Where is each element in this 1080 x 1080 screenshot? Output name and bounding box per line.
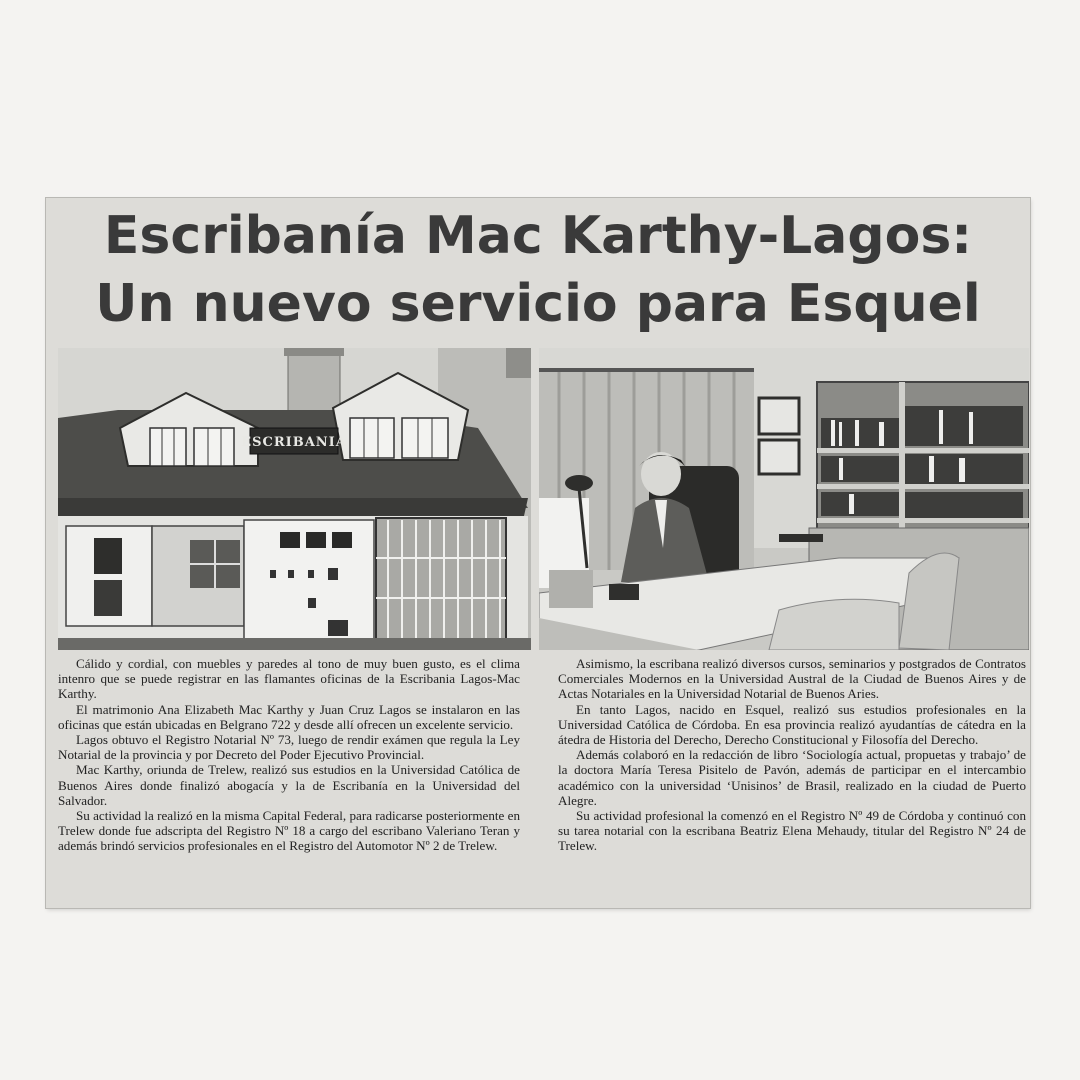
paragraph: Su actividad profesional la comenzó en el Registro Nº 49 de Córdoba y continuó con su tarea notarial con la escribana Beatriz Elena Mehaudy, titular del Registro Nº 24 de Trelew. <box>558 808 1026 854</box>
building-photo <box>58 348 531 650</box>
newspaper-clipping <box>46 198 1030 908</box>
article-column-right <box>558 656 1026 854</box>
paragraph: Cálido y cordial, con muebles y paredes al tono de muy buen gusto, es el clima intenro que se puede registrar en las flamantes oficinas de la Escribania Lagos-Mac Karthy. <box>58 656 520 702</box>
article-column-left <box>58 656 520 854</box>
office-photo <box>539 348 1029 650</box>
headline-line-1: Escribanía Mac Karthy-Lagos: <box>103 206 973 266</box>
paragraph: Además colaboró en la redacción de libro ‘Sociología actual, propuetas y trabajo’ de la doctora María Teresa Pisitelo de Pavón, además de participar en el intercambio académico con la universidad ‘Unisinos’ de Brasil, realizado en la ciudad de Puerto Alegre. <box>558 747 1026 808</box>
headline-line-2: Un nuevo servicio para Esquel <box>95 274 981 334</box>
paragraph: Asimismo, la escribana realizó diversos cursos, seminarios y postgrados de Contratos Comerciales Modernos en la Universidad Austral de la Ciudad de Buenos Aires y de Actas Notariales en la Universidad Notarial de Buenos Aries. <box>558 656 1026 702</box>
paragraph: Lagos obtuvo el Registro Notarial Nº 73, luego de rendir exámen que regula la Ley Notarial de la provincia y por Decreto del Poder Ejecutivo Provincial. <box>58 732 520 763</box>
paragraph: En tanto Lagos, nacido en Esquel, realizó sus estudios profesionales en la Universidad Católica de Córdoba. En esa provincia realizó ayudantías de cátedra en la átedra de Historia del Derecho, Derecho Constitucional y Filosofía del Derecho. <box>558 701 1026 748</box>
paragraph: El matrimonio Ana Elizabeth Mac Karthy y Juan Cruz Lagos se instalaron en las oficinas que están ubicadas en Belgrano 722 y desde allí ofrecen un excelente servicio. <box>58 701 520 732</box>
paragraph: Mac Karthy, oriunda de Trelew, realizó sus estudios en la Universidad Católica de Buenos Aires donde finalizó abogacía y la de Escribanía en la Universidad del Salvador. <box>58 762 520 808</box>
paragraph: Su actividad la realizó en la misma Capital Federal, para radicarse posteriormente en Trelew donde fue adscripta del Registro Nº 18 a cargo del escribano Valeriano Teran y además brindó servicios profesionales en el Registro del Automotor Nº 2 de Trelew. <box>58 808 520 854</box>
building-sign-text: ESCRIBANIA <box>241 435 347 450</box>
